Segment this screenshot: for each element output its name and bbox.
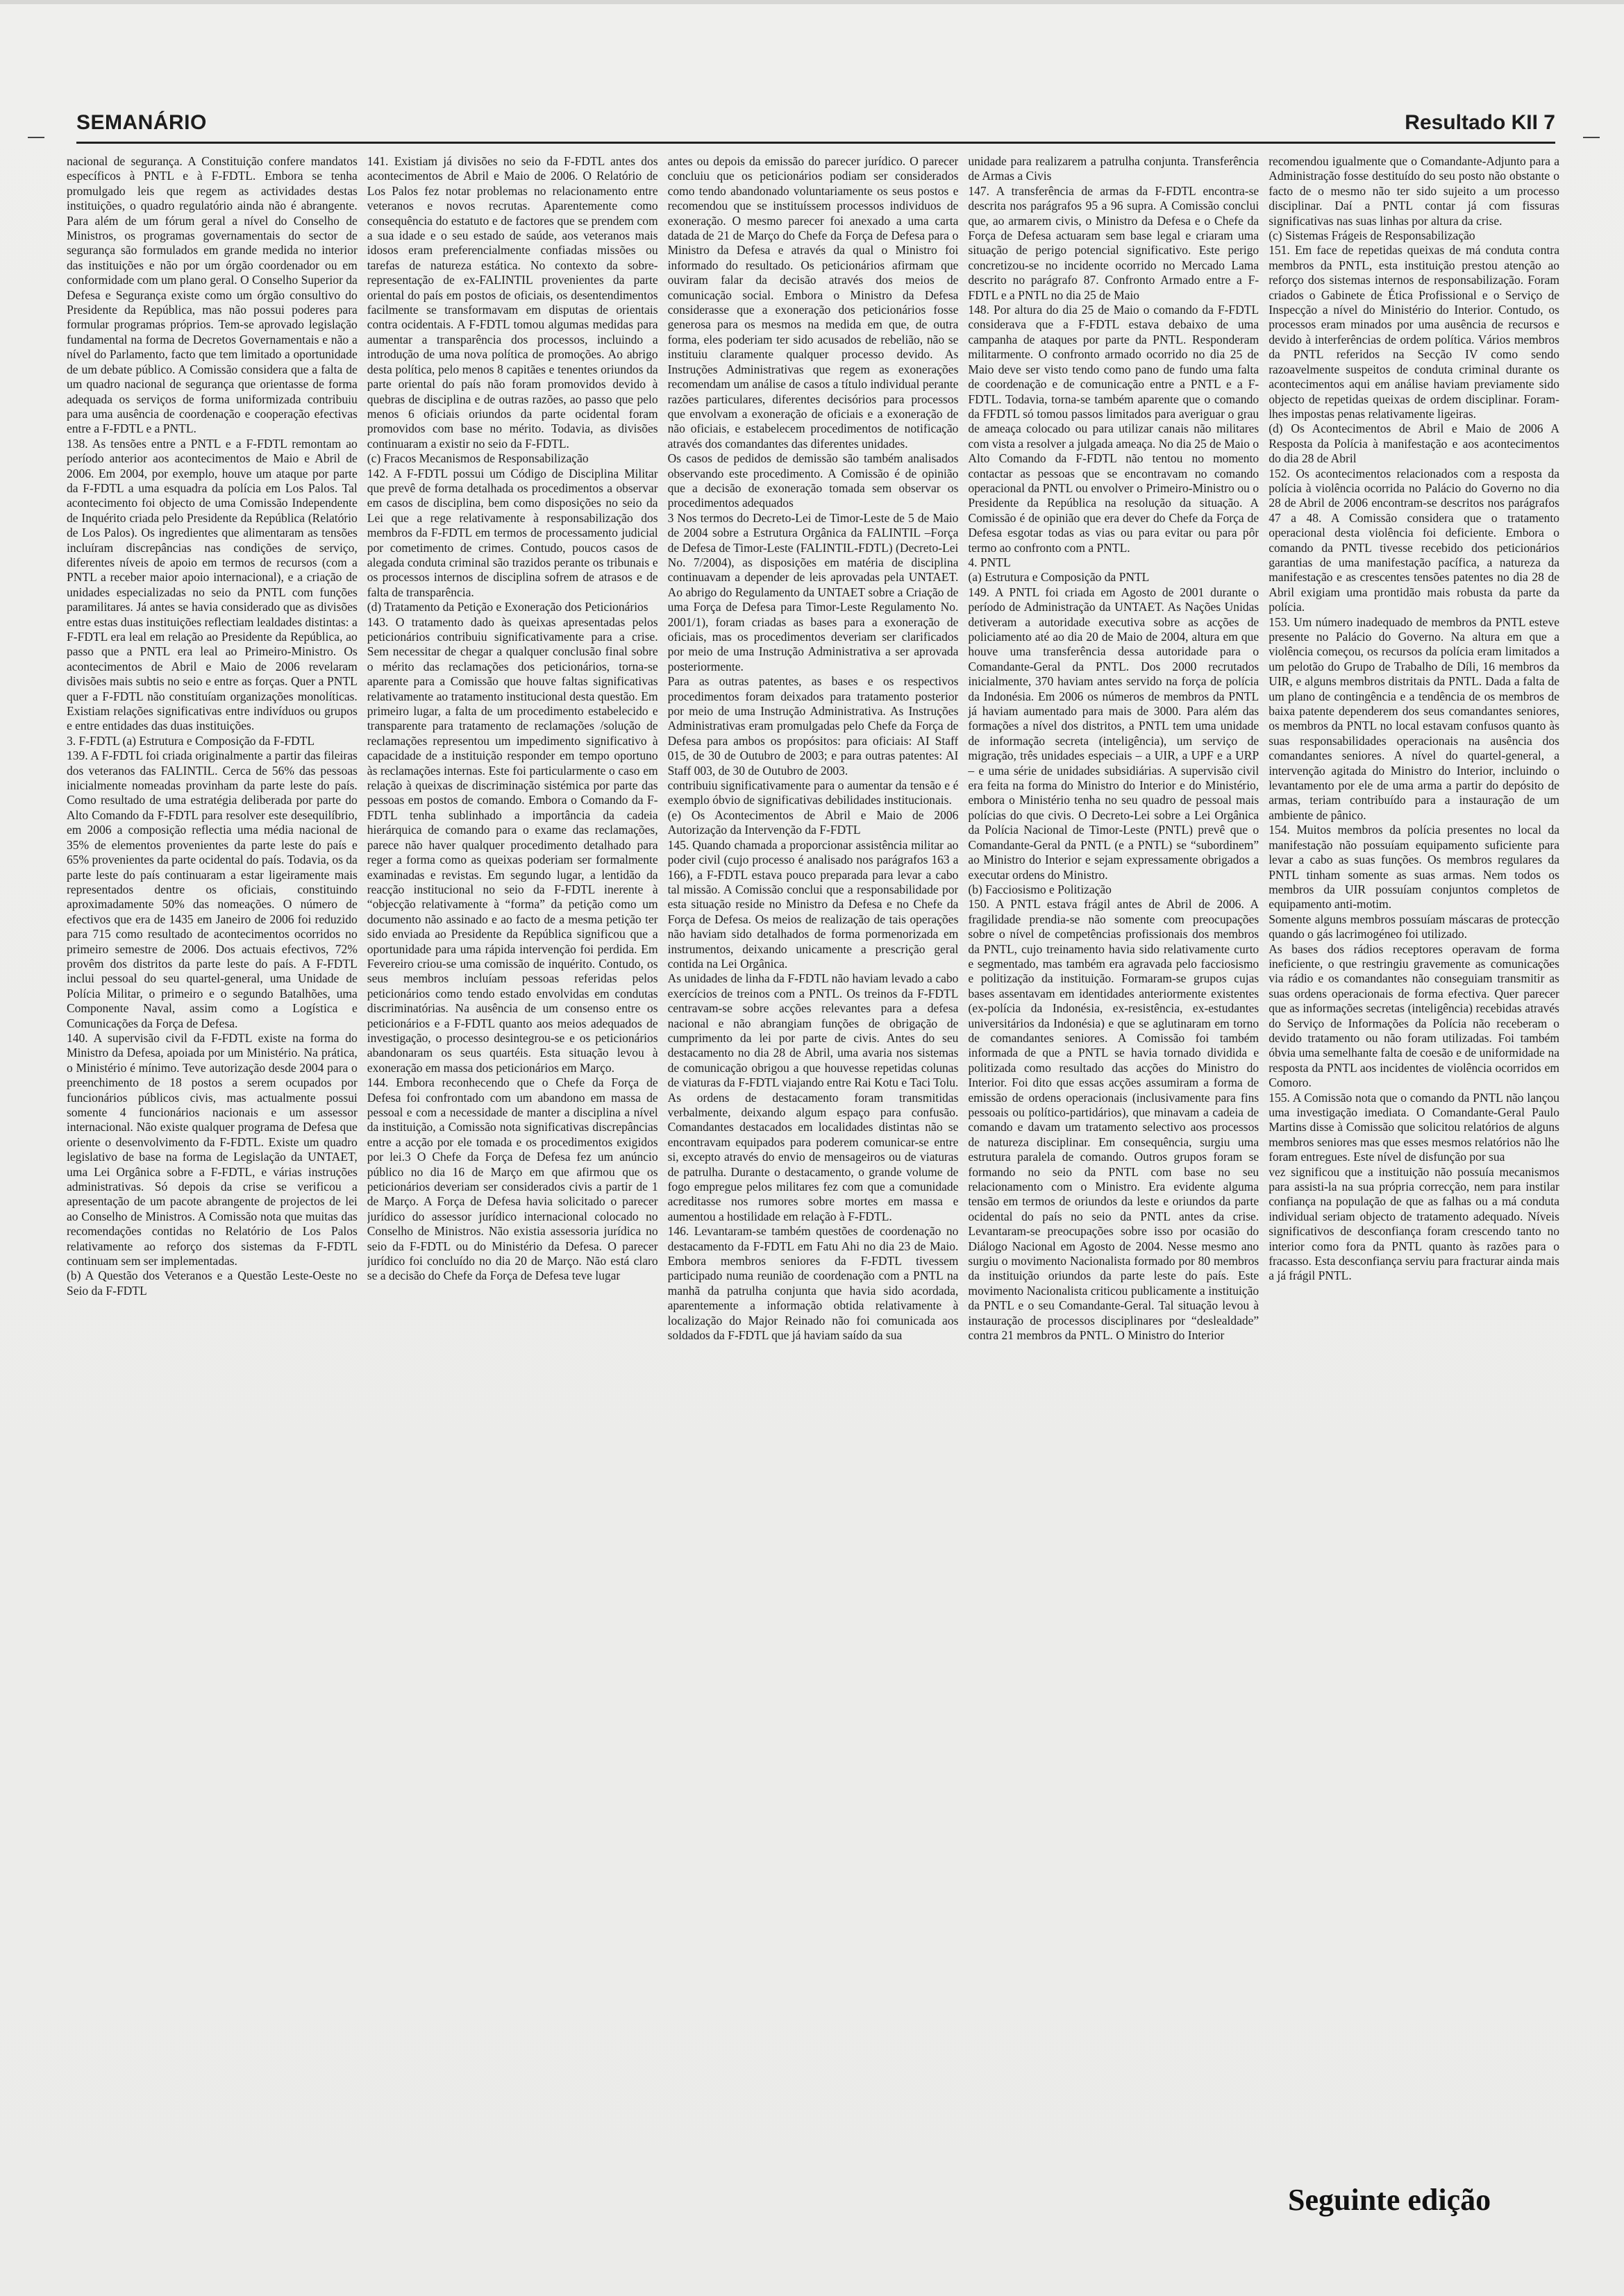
column-4	[968, 154, 1259, 2230]
column-text: recomendou igualmente que o Comandante-Adjunto para a Administração fosse destituído do seu posto não obstante o facto de o mesmo não ter sido sujeito a um processo disciplinar. Daí a PNTL contar já com fissuras significativas nas suas linhas por altura da crise. (c) Sistemas Frágeis de Responsabilização 151. Em face de repetidas queixas de má conduta contra membros da PNTL, esta instituição prestou atenção ao reforço dos sistemas internos de responsabilização. Foram criados o Gabinete de Ética Profissional e o Serviço de Inspecção a nível do Ministério do Interior. Contudo, os processos eram minados por uma ausência de recursos e devido à interferências de ordem política. Vários membros da PNTL referidos na Secção IV como sendo razoavelmente suspeitos de conduta criminal durante os acontecimentos aqui em análise haviam previamente sido objecto de repetidas queixas de ordem disciplinar. Foram-lhes impostas penas relativamente ligeiras. (d) Os Acontecimentos de Abril e Maio de 2006 A Resposta da Polícia à manifestação e aos acontecimentos do dia 28 de Abril 152. Os acontecimentos relacionados com a resposta da polícia à violência ocorrida no Palácio do Governo no dia 28 de Abril de 2006 encontram-se descritos nos parágrafos 47 a 48. A Comissão considera que o tratamento operacional desta violência foi deficiente. Embora o comando da PNTL tivesse recebido dos peticionários garantias de uma manifestação pacífica, a natureza da manifestação e as crescentes tensões patentes no dia 28 de Abril exigiam uma prontidão mais robusta da parte da polícia. 153. Um número inadequado de membros da PNTL esteve presente no Palácio do Governo. Na altura em que a violência começou, os recursos da polícia eram limitados a um pelotão do Grupo de Trabalho de Díli, 16 membros da UIR, e alguns membros distritais da PNTL. Dada a falta de um plano de contingência e a tendência de os membros de baixa patente dependerem dos seus comandantes seniores, os membros da PNTL no local estavam confusos quanto às suas responsabilidades operacionais na ausência dos comandantes seniores. A nível do quartel-general, a intervenção agitada do Ministro do Interior, incluindo o levantamento por ele de uma arma a partir do depósito de armas, teriam contribuído para a instauração de um ambiente de pânico. 154. Muitos membros da polícia presentes no local da manifestação não possuíam equipamento suficiente para levar a cabo as suas funções. Os membros regulares da PNTL tinham somente as suas armas. Nem todos os membros da UIR possuíam conjuntos completos de equipamento anti-motim. Somente alguns membros possuíam máscaras de protecção quando o gás lacrimogéneo foi utilizado. As bases dos rádios receptores operavam de forma ineficiente, o que restringiu gravemente as comunicações via rádio e os comandantes não conseguiam transmitir as suas ordens operacionais de forma efectiva. Quer parecer que as informações secretas (inteligência) recebidas através do Serviço de Informações da Polícia não receberam o devido tratamento ou não foram utilizadas. Foi também óbvia uma semelhante falta de coesão e de uniformidade na resposta da PNTL aos incidentes de violência ocorridos em Comoro. 155. A Comissão nota que o comando da PNTL não lançou uma investigação imediata. O Comandante-Geral Paulo Martins disse à Comissão que solicitou relatórios de alguns membros seniores mas que esses mesmos relatórios não lhe foram entregues. Este nível de disfunção por sua vez significou que a instituição não possuía mecanismos para assisti-la na sua própria correcção, nem para instilar confiança na população de que as falhas ou a má conduta individual seriam objecto de tratamento adequado. Níveis significativos de desconfiança foram crescendo tanto no interior como fora da PNTL quanto às razões para o fracasso. Esta desconfiança serviu para fracturar ainda mais a já frágil PNTL.	[1269, 154, 1559, 1283]
scan-edge	[0, 0, 1624, 4]
column-3	[668, 154, 959, 2230]
column-2	[367, 154, 658, 2230]
margin-tick	[28, 137, 44, 138]
next-edition-label: Seguinte edição	[1288, 2183, 1491, 2217]
article-columns	[67, 154, 1559, 2230]
header-rule	[76, 142, 1555, 144]
column-text: 141. Existiam já divisões no seio da F-FDTL antes dos acontecimentos de Abril e Maio de 2006. O Relatório de Los Palos fez notar problemas no relacionamento entre veteranos e novos recrutas. Aparentemente como consequência do estatuto e de factores que se prendem com a sua idade e o seu estado de saúde, aos veteranos mais idosos eram preferencialmente confiadas missões ou tarefas de natureza estática. No contexto da sobre-representação de ex-FALINTIL provenientes da parte oriental do país em postos de oficiais, os desentendimentos facilmente se transformavam em disputas de orientais contra ocidentais. A F-FDTL tomou algumas medidas para aumentar a transparência dos processos, incluindo a introdução de uma nova política de promoções. Ao abrigo desta política, pelo menos 8 capitães e tenentes oriundos da parte oriental do país não foram promovidos devido à quebras de disciplina e de outras razões, ao passo que pelo menos 6 oficiais oriundos da parte ocidental foram promovidos com base no mérito. Todavia, as divisões continuaram a existir no seio da F-FDTL. (c) Fracos Mecanismos de Responsabilização 142. A F-FDTL possui um Código de Disciplina Militar que prevê de forma detalhada os procedimentos a observar em casos de disciplina, bem como disposições no seio da Lei que a rege relativamente à responsabilização dos membros da F-FDTL em termos de processamento judicial por cometimento de crimes. Contudo, poucos casos de alegada conduta criminal são trazidos perante os tribunais e os processos internos de disciplina sofrem de atrasos e de falta de transparência. (d) Tratamento da Petição e Exoneração dos Peticionários 143. O tratamento dado às queixas apresentadas pelos peticionários contribuiu significativamente para a crise. Sem necessitar de chegar a qualquer conclusão final sobre o mérito das reclamações dos peticionários, torna-se aparente para a Comissão que houve faltas significativas relativamente ao tratamento institucional desta questão. Em primeiro lugar, a falta de um procedimento estabelecido e transparente para tratamento de reclamações /solução de reclamações representou um impedimento significativo à capacidade de a instituição responder em tempo oportuno às reclamações internas. Este foi particularmente o caso em relação à queixas de discriminação sistémica por parte das pessoas em postos de comando. Embora o Comando da F-FDTL tenha sublinhado a importância da cadeia hierárquica de comando para o exame das reclamações, parece não haver qualquer procedimento detalhado para reger a forma como as queixas poderiam ser formalmente examinadas e revistas. Em segundo lugar, a lentidão da reacção institucional no seio da F-FDTL inerente à “objecção relativamente à “forma” da petição como um documento não assinado e ao facto de a mesma petição ter sido enviada ao Presidente da República significou que a oportunidade para uma rápida intervenção foi perdida. Em Fevereiro criou-se uma comissão de inquérito. Contudo, os seus membros incluíam pessoas referidas pelos peticionários como tendo estado envolvidas em condutas discriminatórias. Na ausência de um consenso entre os peticionários e a F-FDTL quanto aos meios adequados de investigação, o processo desintegrou-se e os peticionários abandonaram os seus quartéis. Esta situação levou à exoneração em massa dos peticionários em Março. 144. Embora reconhecendo que o Chefe da Força de Defesa foi confrontado com um abandono em massa de pessoal e com a necessidade de manter a disciplina a nível da instituição, a Comissão nota significativas discrepâncias entre a acção por ele tomada e os procedimentos exigidos por lei.3 O Chefe da Força de Defesa fez um anúncio público no dia 16 de Março em que afirmou que os peticionários deveriam ser considerados civis a partir de 1 de Março. A Força de Defesa havia solicitado o parecer jurídico do assessor jurídico internacional colocado no Conselho de Ministros. Não existia assessoria jurídica no seio da F-FDTL ou do Ministério da Defesa. O parecer jurídico foi concluído no dia 20 de Março. Não está claro se a decisão do Chefe da Força de Defesa teve lugar	[367, 154, 658, 1283]
column-5	[1269, 154, 1559, 2230]
page-label: Resultado KII 7	[1405, 111, 1555, 134]
column-text: antes ou depois da emissão do parecer jurídico. O parecer concluiu que os peticionários podiam ser considerados como tendo abandonado voluntariamente os seus postos e recomendou que se instituíssem processos individuos de exoneração. O mesmo parecer foi anexado a uma carta datada de 21 de Março do Chefe da Força de Defesa para o Ministro da Defesa e através da qual o Ministro foi informado do resultado. Os peticionários afirmam que ouviram falar da decisão através dos meios de comunicação social. Embora o Ministro da Defesa considerasse que a exoneração dos peticionários fosse generosa para os mesmos na medida em que, de outra forma, eles poderiam ter sido acusados de rebelião, não se instituiu claramente qualquer processo devido. As Instruções Administrativas que regem as exonerações recomendam um análise de casos a título individual perante razões particulares, diferentes decisórios para processos que envolvam a exoneração de oficiais e a exoneração de não oficiais, e estabelecem procedimentos de notificação através dos comandantes das diferentes unidades. Os casos de pedidos de demissão são também analisados observando este procedimento. A Comissão é de opinião que a decisão de exoneração tomada sem observar os procedimentos adequados 3 Nos termos do Decreto-Lei de Timor-Leste de 5 de Maio de 2004 sobre a Estrutura Orgânica da FALINTIL –Força de Defesa de Timor-Leste (FALINTIL-FDTL) (Decreto-Lei No. 7/2004), as disposições em matéria de disciplina continuavam a depender de leis aprovadas pela UNTAET. Ao abrigo do Regulamento da UNTAET sobre a Criação de uma Força de Defesa para Timor-Leste Regulamento No. 2001/1), foram criadas as bases para a exoneração de oficiais, mas os procedimentos deveriam ser clarificados por meio de uma Instrução Administrativa a ser aprovada posteriormente. Para as outras patentes, as bases e os respectivos procedimentos foram deixados para tratamento posterior por meio de uma Instrução Administrativa. As Instruções Administrativas eram promulgadas pelo Chefe da Força de Defesa para ambos os propósitos: para oficiais: AI Staff 015, de 30 de Outubro de 2003; e para outras patentes: AI Staff 003, de 30 de Outubro de 2003. contribuiu significativamente para o aumentar da tensão e é exemplo óbvio de significativas debilidades institucionais. (e) Os Acontecimentos de Abril e Maio de 2006 Autorização da Intervenção da F-FDTL 145. Quando chamada a proporcionar assistência militar ao poder civil (cujo processo é analisado nos parágrafos 163 a 166), a F-FDTL estava pouco preparada para levar a cabo tal missão. A Comissão conclui que a responsabilidade por esta situação reside no Ministro da Defesa e no Chefe da Força de Defesa. Os meios de realização de tais operações não haviam sido detalhados de forma pormenorizada em instrumentos, deixando unicamente a prescrição geral contida na Lei Orgânica. As unidades de linha da F-FDTL não haviam levado a cabo exercícios de treinos com a PNTL. Os treinos da F-FDTL centravam-se sobre acções relevantes para a defesa nacional e não abrangiam funções de obrigação de cumprimento da lei por parte de civis. Antes do seu destacamento no dia 28 de Abril, uma avaria nos sistemas de comunicação obrigou a que houvesse repetidas colunas de viaturas da F-FDTL viajando entre Rai Kotu e Taci Tolu. As ordens de destacamento foram transmitidas verbalmente, deixando algum espaço para confusão. Comandantes destacados em localidades distintas não se encontravam equipados para poderem comunicar-se entre si, excepto através do envio de mensageiros ou de viaturas de patrulha. Durante o destacamento, o grande volume de fogo empregue pelos militares fez com que a comunidade acreditasse nos rumores sobre mortes em massa e aumentou a hostilidade em relação à F-FDTL. 146. Levantaram-se também questões de coordenação no destacamento da F-FDTL em Fatu Ahi no dia 23 de Maio. Embora membros seniores da F-FDTL tivessem participado numa reunião de coordenação com a PNTL na manhã da patrulha conjunta que havia sido acordada, aparentemente a informação obtida relativamente à localização do Major Reinado não foi comunicada aos soldados da F-FDTL que já haviam saído da sua	[667, 154, 959, 1343]
page-header	[76, 111, 1555, 142]
column-text: nacional de segurança. A Constituição confere mandatos específicos à PNTL e à F-FDTL. Embora se tenha promulgado leis que regem as actividades destas instituições, o quadro regulatório ainda não é abrangente. Para além de um fórum geral a nível do Conselho de Ministros, os programas governamentais do sector de segurança são formulados em grande medida no interior das instituições e não por um órgão coordenador ou em conformidade com um plano geral. O Conselho Superior da Defesa e Segurança existe como um órgão consultivo do Presidente da República, mas não possui poderes para formular programas próprios. Tem-se aprovado legislação fundamental na forma de Decretos Governamentais e não a nível do Parlamento, facto que tem limitado a oportunidade de um debate público. A Comissão considera que a falta de um quadro nacional de segurança que orientasse de forma adequada os serviços de forma uniformizada contribuiu para uma ausência de coordenação e cooperação efectivas entre a F-FDTL e a PNTL. 138. As tensões entre a PNTL e a F-FDTL remontam ao período anterior aos acontecimentos de Maio e Abril de 2006. Em 2004, por exemplo, houve um ataque por parte da F-FDTL a uma esquadra da polícia em Los Palos. Tal acontecimento foi objecto de uma Comissão Independente de Inquérito criada pelo Presidente da República (Relatório de Los Palos). Os ingredientes que alimentaram as tensões incluíram discrepâncias nas condições de serviço, diferentes níveis de apoio em termos de recursos (com a PNTL a receber maior apoio internacional), e a criação de unidades especializadas no seio da PNTL com funções paramilitares. Já antes se havia considerado que as divisões entre estas duas instituições reflectiam lealdades distintas: a F-FDTL era leal em relação ao Presidente da República, ao passo que a PNTL era leal ao Primeiro-Ministro. Os acontecimentos de Abril e Maio de 2006 revelaram divisões mais subtis no seio e entre as forças. Quer a PNTL quer a F-FDTL não constituíam organizações monolíticas. Existiam relações significativas entre indivíduos ou grupos e entre entidades das duas instituições. 3. F-FDTL (a) Estrutura e Composição da F-FDTL 139. A F-FDTL foi criada originalmente a partir das fileiras dos veteranos das FALINTIL. Cerca de 56% das pessoas inicialmente nomeadas provinham da parte leste do país. Como resultado de uma estratégia deliberada por parte do Alto Comando da F-FDTL para resolver este desequilíbrio, em 2006 a composição reflectia uma média nacional de 35% de elementos provenientes da parte leste do país e 65% provenientes da parte ocidental do país. Todavia, os da parte leste do país continuaram a estar ligeiramente mais representados dentre os oficiais, constituindo aproximadamente 50% das nomeações. O número de efectivos que era de 1435 em Janeiro de 2006 foi reduzido para 715 como resultado de acontecimentos ocorridos no primeiro semestre de 2006. Dos actuais efectivos, 72% provêm dos distritos da parte leste do país. A F-FDTL inclui pessoal do seu quartel-general, uma Unidade de Polícia Militar, o primeiro e o segundo Batalhões, uma Componente Naval, assim como a Logística e Comunicações da Força de Defesa. 140. A supervisão civil da F-FDTL existe na forma do Ministro da Defesa, apoiada por um Ministério. Na prática, o Ministério é mínimo. Teve autorização desde 2004 para o preenchimento de 18 postos a serem ocupados por funcionários públicos civis, mas actualmente possui somente 4 funcionários nacionais e um assessor internacional. Não existe qualquer programa de Defesa que oriente o desenvolvimento da F-FDTL. Existe um quadro legislativo de base na forma de Legislação da UNTAET, uma Lei Orgânica sobre a F-FDTL, e várias instruções administrativas. Só depois da crise se verificou a apresentação de um pacote abrangente de projectos de lei ao Conselho de Ministros. A Comissão nota que muitas das recomendações contidas no Relatório de Los Palos relativamente ao reforço dos sistemas da F-FDTL continuam sem ser implementadas. (b) A Questão dos Veteranos e a Questão Leste-Oeste no Seio da F-FDTL	[67, 154, 358, 1298]
column-text: unidade para realizarem a patrulha conjunta. Transferência de Armas a Civis 147. A transferência de armas da F-FDTL encontra-se descrita nos parágrafos 95 a 96 supra. A Comissão conclui que, ao armarem civis, o Ministro da Defesa e o Chefe da Força de Defesa actuaram sem base legal e criaram uma situação de perigo potencial significativo. Este perigo concretizou-se no incidente ocorrido no Mercado Lama descrito no parágrafo 87. Confronto Armado entre a F-FDTL e a PNTL no dia 25 de Maio 148. Por altura do dia 25 de Maio o comando da F-FDTL considerava que a F-FDTL estava debaixo de uma campanha de ataques por parte da PNTL. Responderam militarmente. O confronto armado ocorrido no dia 25 de Maio deve ser visto tendo como pano de fundo uma falta de coordenação e de comunicação entre a PNTL e a F-FDTL. Todavia, torna-se também aparente que o comando da FFDTL só tomou passos limitados para averiguar o grau de ameaça colocado ou para utilizar canais não militares com vista a resolver a julgada ameaça. No dia 25 de Maio o Alto Comando da F-FDTL não tentou no momento contactar as pessoas que se encontravam no comando operacional da PNTL ou envolver o Primeiro-Ministro ou o Presidente da República na resolução da situação. A Comissão é de opinião que era dever do Chefe da Força de Defesa esgotar todas as vias ou para evitar ou para pôr termo ao confronto com a PNTL. 4. PNTL (a) Estrutura e Composição da PNTL 149. A PNTL foi criada em Agosto de 2001 durante o período de Administração da UNTAET. As Nações Unidas detiveram a autoridade executiva sobre as acções de policiamento até ao dia 20 de Maio de 2004, altura em que houve uma transferência dessa autoridade para o Comandante-Geral da PNTL. Dos 2000 recrutados inicialmente, 370 haviam antes servido na força de polícia da Indonésia. Em 2006 os números de membros da PNTL já haviam aumentado para mais de 3000. Para além das formações a nível dos distritos, a PNTL tem uma unidade de informação secreta (inteligência), um serviço de migração, três unidades especiais – a UIR, a UPF e a URP – e uma série de unidades subsidiárias. A supervisão civil era feita na forma do Ministro do Interior e do Ministério, embora o Ministério tenha no seu quadro de pessoal mais polícias do que civis. O Decreto-Lei sobre a Lei Orgânica da Polícia Nacional de Timor-Leste (PNTL) prevê que o Comandante-Geral da PNTL (e a PNTL) se “subordinem” ao Ministro do Interior e sejam expressamente obrigados a executar ordens do Ministro. (b) Facciosismo e Politização 150. A PNTL estava frágil antes de Abril de 2006. A fragilidade prendia-se não somente com preocupações sobre o nível de competências profissionais dos membros da PNTL, cujo treinamento havia sido relativamente curto e segmentado, mas também era agravada pelo facciosismo e politização da instituição. Formaram-se grupos cujas bases assentavam em identidades anteriormente existentes (ex-polícia da Indonésia, ex-resistência, ex-estudantes universitários da Indonésia) e que se aglutinaram em torno de comandantes seniores. A Comissão foi também informada de que a PNTL se havia tornado dividida e politizada como resultado das acções do Ministro do Interior. Foi dito que essas acções assumiram a forma de emissão de ordens operacionais (inclusivamente para fins pessoais ou político-partidários), que minavam a cadeia de comando e davam um tratamento selectivo aos processos de natureza disciplinar. Em consequência, surgiu uma estrutura paralela de comando. Outros grupos foram se formando no seio da PNTL com base no seu relacionamento com o Ministro. Era evidente alguma tensão em termos de oriundos da leste e oriundos da parte ocidental do país no seio da PNTL antes da crise. Levantaram-se preocupações sobre isso por ocasião do Diálogo Nacional em Agosto de 2004. Nesse mesmo ano surgiu o movimento Nacionalista formado por 80 membros da instituição oriundos da parte leste do país. Este movimento Nacionalista criticou publicamente a instituição da PNTL e o seu Comandante-Geral. Tal situação levou à instauração de processos disciplinares por “deslealdade” contra 21 membros da PNTL. O Ministro do Interior	[968, 154, 1259, 1343]
margin-tick	[1583, 137, 1600, 138]
column-1	[67, 154, 358, 2230]
section-title: SEMANÁRIO	[76, 111, 207, 134]
